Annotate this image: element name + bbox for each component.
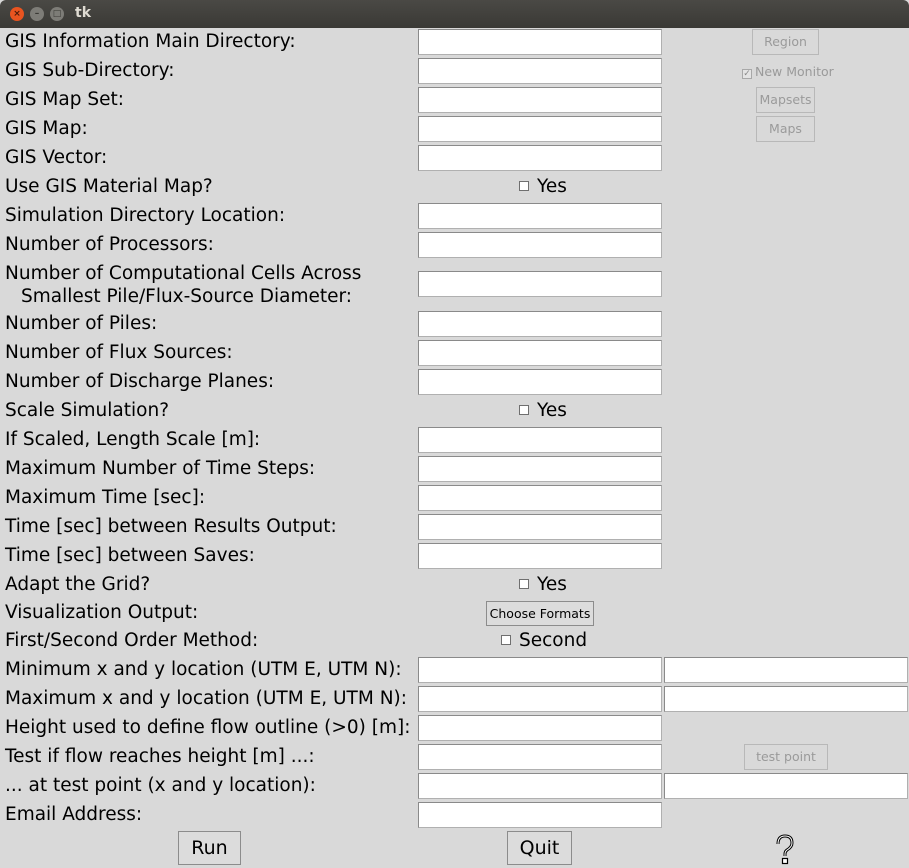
scale-simulation-checkbox[interactable]: Yes [519, 400, 567, 422]
help-icon[interactable] [773, 833, 797, 865]
computational-cells-label: Number of Computational Cells Across Smallest Pile/Flux-Source Diameter: [5, 263, 362, 307]
region-button[interactable]: Region [752, 29, 819, 55]
use-gis-material-map-checkbox[interactable]: Yes [519, 176, 567, 198]
second-order-checkbox[interactable]: Second [501, 630, 587, 652]
number-of-piles-label: Number of Piles: [5, 313, 158, 334]
gis-sub-directory-label: GIS Sub-Directory: [5, 60, 175, 81]
gis-sub-directory-input[interactable] [418, 58, 662, 84]
checkbox-icon [519, 579, 529, 589]
use-gis-material-map-label: Use GIS Material Map? [5, 176, 213, 197]
results-output-interval-label: Time [sec] between Results Output: [5, 516, 337, 537]
length-scale-input[interactable] [418, 427, 662, 453]
save-interval-label: Time [sec] between Saves: [5, 545, 255, 566]
maps-button[interactable]: Maps [756, 116, 815, 142]
number-of-discharge-planes-label: Number of Discharge Planes: [5, 371, 275, 392]
gis-map-set-input[interactable] [418, 87, 662, 113]
number-of-flux-sources-label: Number of Flux Sources: [5, 342, 233, 363]
gis-map-set-label: GIS Map Set: [5, 89, 124, 110]
max-time-steps-label: Maximum Number of Time Steps: [5, 458, 316, 479]
length-scale-label: If Scaled, Length Scale [m]: [5, 429, 261, 450]
mapsets-button[interactable]: Mapsets [756, 87, 815, 113]
email-address-label: Email Address: [5, 804, 143, 825]
checkbox-icon [519, 181, 529, 191]
window-title: tk [75, 5, 92, 21]
max-y-input[interactable] [664, 686, 908, 712]
email-address-input[interactable] [418, 802, 662, 828]
number-of-processors-input[interactable] [418, 232, 662, 258]
gis-main-directory-input[interactable] [418, 29, 662, 55]
max-x-input[interactable] [418, 686, 662, 712]
adapt-grid-checkbox[interactable]: Yes [519, 574, 567, 596]
adapt-grid-label: Adapt the Grid? [5, 574, 151, 595]
max-time-steps-input[interactable] [418, 456, 662, 482]
gis-map-label: GIS Map: [5, 118, 88, 139]
flow-outline-height-input[interactable] [418, 715, 662, 741]
max-xy-location-label: Maximum x and y location (UTM E, UTM N): [5, 688, 407, 709]
number-of-processors-label: Number of Processors: [5, 234, 214, 255]
test-point-button[interactable]: test point [744, 744, 828, 770]
test-point-y-input[interactable] [664, 773, 908, 799]
minimize-window-icon[interactable]: – [30, 7, 44, 21]
simulation-directory-input[interactable] [418, 203, 662, 229]
new-monitor-label: New Monitor [755, 64, 834, 79]
visualization-output-label: Visualization Output: [5, 602, 199, 623]
results-output-interval-input[interactable] [418, 514, 662, 540]
gis-vector-label: GIS Vector: [5, 147, 108, 168]
quit-button[interactable]: Quit [507, 831, 572, 865]
number-of-piles-input[interactable] [418, 311, 662, 337]
run-button[interactable]: Run [178, 831, 241, 865]
checkbox-checked-icon: ✓ [743, 69, 751, 79]
number-of-discharge-planes-input[interactable] [418, 369, 662, 395]
max-time-label: Maximum Time [sec]: [5, 487, 206, 508]
gis-vector-input[interactable] [418, 145, 662, 171]
maximize-window-icon[interactable]: □ [50, 7, 64, 21]
order-method-label: First/Second Order Method: [5, 630, 259, 651]
new-monitor-checkbox[interactable] [742, 64, 834, 79]
flow-outline-height-label: Height used to define flow outline (>0) [m]: [5, 717, 411, 738]
max-time-input[interactable] [418, 485, 662, 511]
test-point-x-input[interactable] [418, 773, 662, 799]
gis-main-directory-label: GIS Information Main Directory: [5, 31, 296, 52]
test-flow-height-label: Test if flow reaches height [m] ...: [5, 746, 315, 767]
gis-map-input[interactable] [418, 116, 662, 142]
min-y-input[interactable] [664, 657, 908, 683]
choose-formats-button[interactable]: Choose Formats [486, 601, 594, 626]
number-of-flux-sources-input[interactable] [418, 340, 662, 366]
scale-simulation-label: Scale Simulation? [5, 400, 170, 421]
title-bar [0, 0, 909, 28]
simulation-directory-label: Simulation Directory Location: [5, 205, 286, 226]
checkbox-icon [501, 635, 511, 645]
close-window-icon[interactable]: × [10, 7, 24, 21]
checkbox-icon [519, 405, 529, 415]
test-flow-height-input[interactable] [418, 744, 662, 770]
min-x-input[interactable] [418, 657, 662, 683]
min-xy-location-label: Minimum x and y location (UTM E, UTM N): [5, 659, 402, 680]
computational-cells-input[interactable] [418, 271, 662, 297]
test-point-location-label: ... at test point (x and y location): [5, 775, 316, 796]
save-interval-input[interactable] [418, 543, 662, 569]
